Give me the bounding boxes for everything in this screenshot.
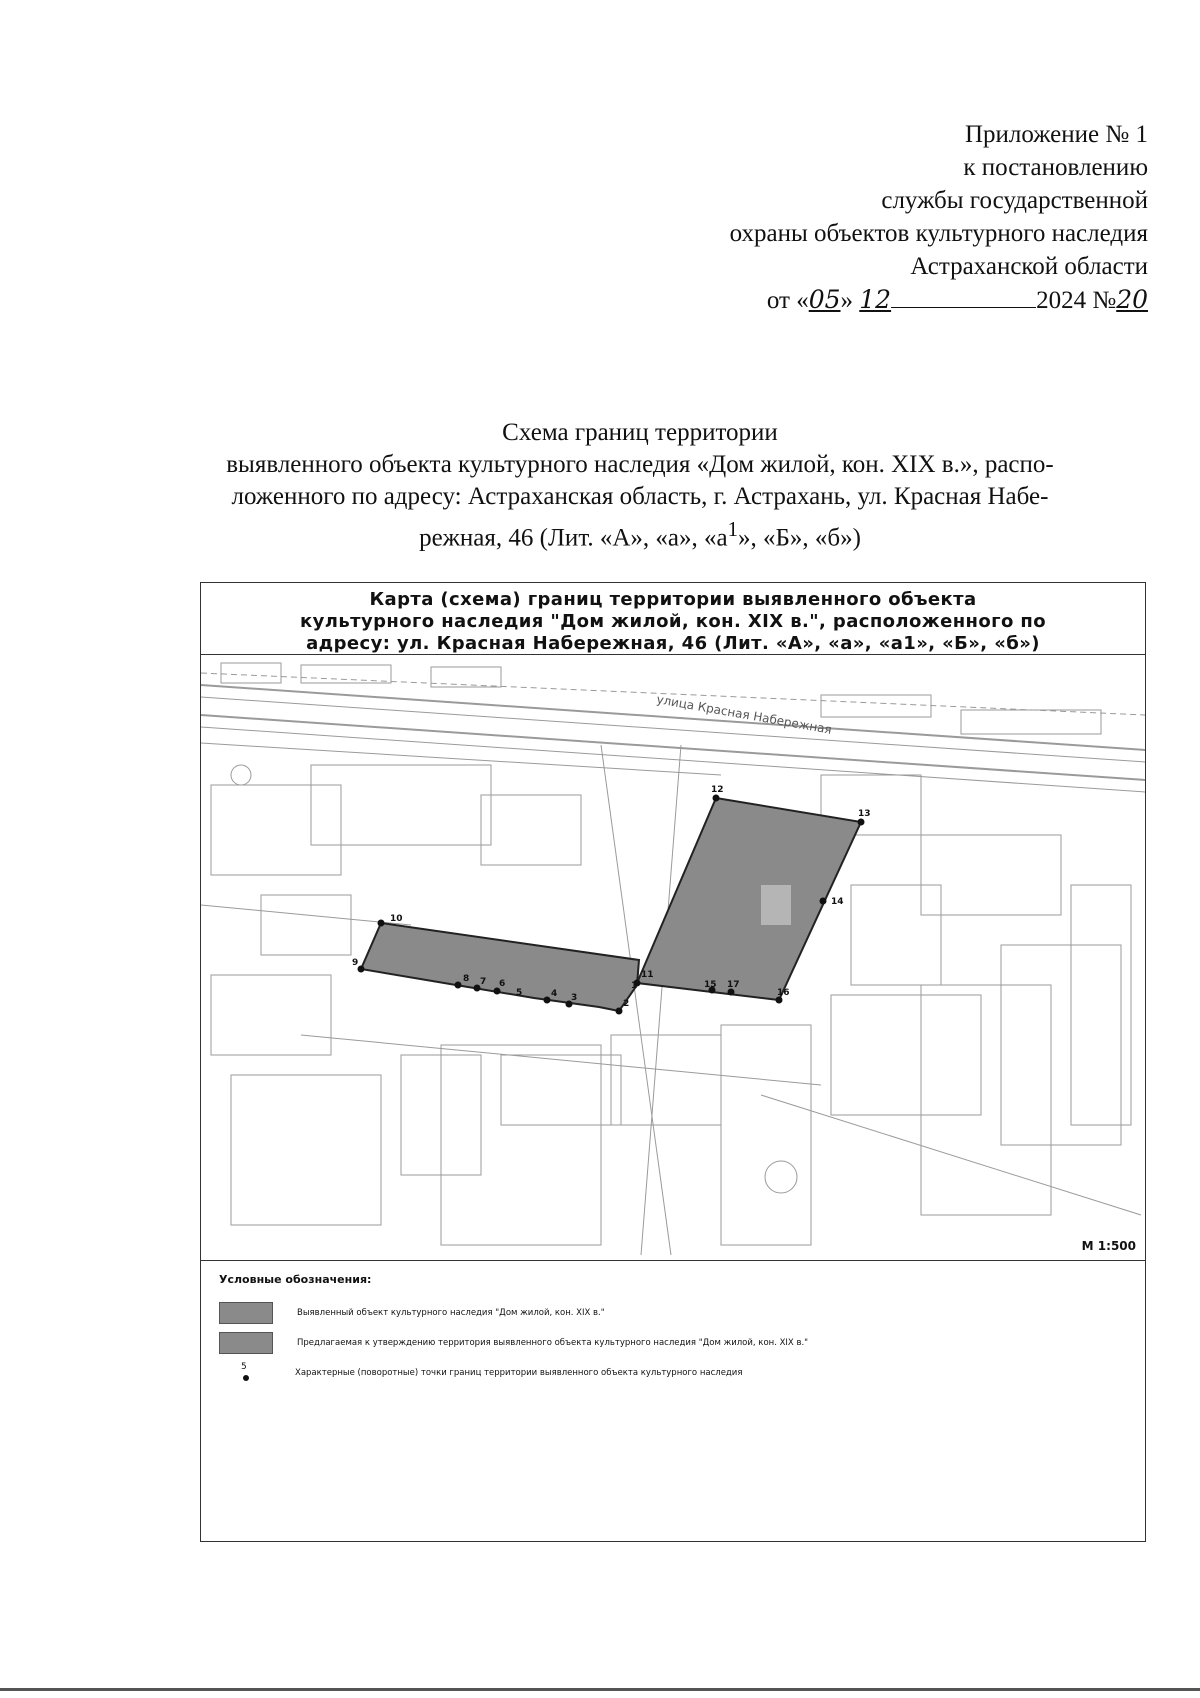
map-heading-line: культурного наследия "Дом жилой, кон. XIX в.", расположенного по (300, 611, 1046, 632)
date-month: 12 (859, 285, 892, 314)
title-line: выявленного объекта культурного наследия «Дом жилой, кон. XIX в.», распо- (226, 451, 1054, 478)
point-label: 16 (777, 988, 790, 998)
date-prefix: от « (766, 287, 809, 314)
page-bottom-line (0, 1688, 1200, 1691)
point-9 (358, 966, 365, 973)
point-label: 3 (571, 993, 578, 1003)
legend-item (219, 1328, 1119, 1358)
map-scale: М 1:500 (1079, 1238, 1139, 1254)
appendix-line: Астраханской области (910, 253, 1148, 280)
point-label: 10 (390, 914, 403, 924)
legend-swatch-territory (219, 1332, 273, 1354)
point-label: 1 (631, 981, 638, 991)
legend-text: Характерные (поворотные) точки границ территории выявленного объекта культурного наследия (295, 1368, 743, 1378)
point-12 (713, 795, 720, 802)
point-5 (544, 997, 551, 1004)
point-label: 13 (858, 809, 871, 819)
point-label: 7 (480, 977, 487, 987)
boundary-point-icon (243, 1375, 249, 1381)
point-8 (455, 982, 462, 989)
legend-title: Условные обозначения: (219, 1273, 372, 1286)
object-outline (761, 885, 791, 925)
point-label: 9 (352, 958, 359, 968)
title-line (190, 513, 1090, 554)
appendix-line: к постановлению (963, 154, 1148, 181)
title-line-4-end: », «Б», «б») (738, 524, 861, 552)
point-label: 5 (516, 988, 523, 998)
point-label: 17 (727, 980, 740, 990)
point-14 (820, 898, 827, 905)
heritage-territory-main (637, 798, 861, 1000)
point-label: 14 (831, 897, 844, 907)
point-label: 6 (499, 979, 506, 989)
map-drawing (201, 655, 1145, 1260)
legend-item (219, 1358, 1119, 1388)
appendix-block (730, 118, 1148, 317)
document-title (190, 417, 1090, 554)
map-heading-line: Карта (схема) границ территории выявленного объекта (369, 589, 977, 610)
point-label: 4 (551, 989, 558, 999)
street-label: улица Красная Набережная (655, 692, 833, 737)
title-line: ложенного по адресу: Астраханская область, г. Астрахань, ул. Красная Набе- (231, 483, 1049, 510)
map-frame (200, 582, 1146, 1542)
date-day: 05 (808, 285, 841, 314)
appendix-line: службы государственной (881, 187, 1148, 214)
heritage-territory-wing (361, 923, 639, 1011)
legend-swatch-object (219, 1302, 273, 1324)
point-13 (858, 819, 865, 826)
map-heading (201, 583, 1145, 655)
title-superscript: 1 (727, 517, 739, 541)
title-line-4: режная, 46 (Лит. «А», «а», «а (419, 524, 728, 552)
date-gap-line (891, 285, 1036, 308)
map-legend (219, 1273, 1119, 1388)
date-year: 2024 № (1036, 287, 1117, 314)
title-line: Схема границ территории (502, 419, 778, 446)
cadastral-map (201, 655, 1145, 1261)
date-mid: » (840, 287, 860, 314)
decree-date-line (730, 283, 1148, 317)
legend-text: Выявленный объект культурного наследия "Дом жилой, кон. XIX в." (297, 1308, 605, 1318)
point-3 (616, 1008, 623, 1015)
point-10 (378, 920, 385, 927)
decree-number: 20 (1116, 285, 1148, 314)
legend-text: Предлагаемая к утверждению территория выявленного объекта культурного наследия "Дом жилой, кон. XIX в." (297, 1338, 809, 1348)
legend-point-number: 5 (241, 1362, 247, 1372)
point-label: 11 (641, 970, 654, 980)
legend-point-symbol (219, 1362, 271, 1384)
point-label: 2 (623, 999, 630, 1009)
appendix-line: Приложение № 1 (964, 121, 1148, 148)
point-label: 8 (463, 974, 470, 984)
appendix-line: охраны объектов культурного наследия (729, 220, 1148, 247)
point-label: 12 (711, 785, 724, 795)
point-label: 15 (704, 980, 717, 990)
map-heading-line: адресу: ул. Красная Набережная, 46 (Лит. «А», «а», «а1», «Б», «б») (306, 633, 1040, 654)
legend-item (219, 1298, 1119, 1328)
